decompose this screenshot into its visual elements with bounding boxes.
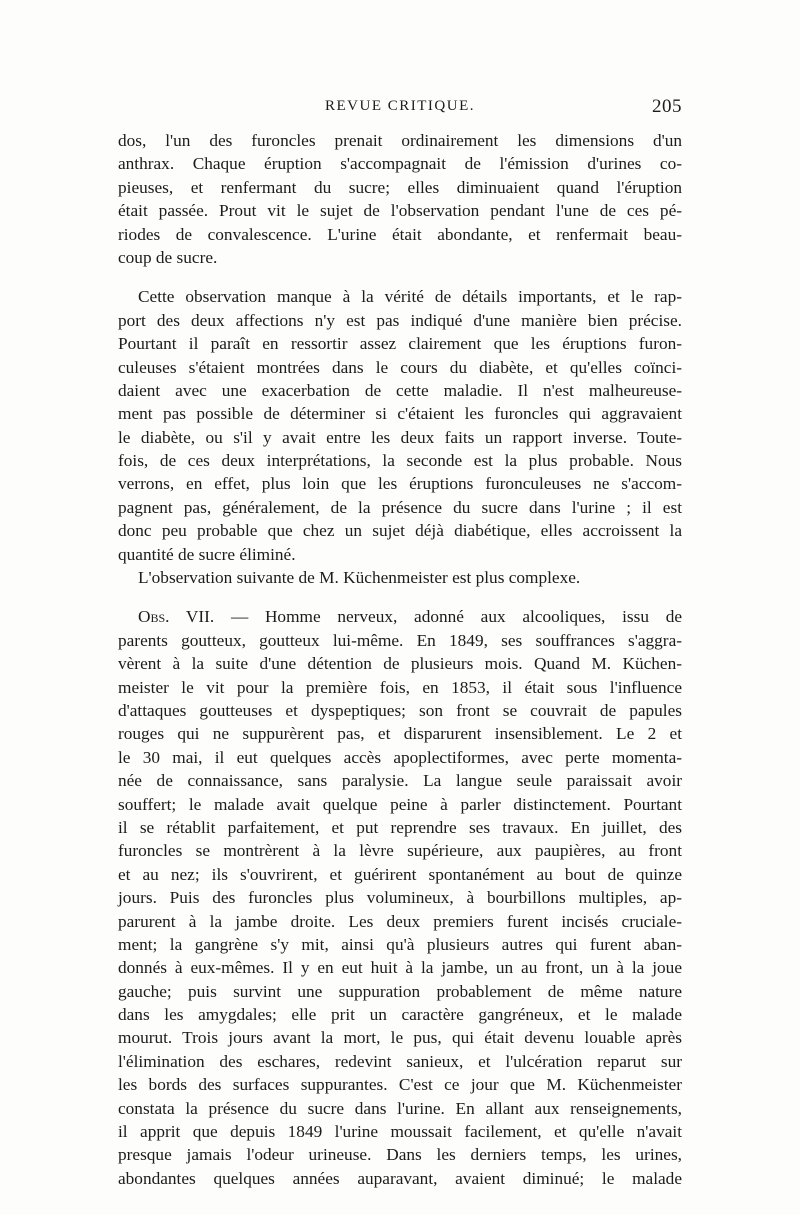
text-line: port des deux affections n'y est pas indiqué d'une manière bien précise.: [118, 310, 682, 330]
text-line: parents goutteux, goutteux lui-même. En 1849, ses souffrances s'aggra-: [118, 630, 682, 650]
text-line: Pourtant il paraît en ressortir assez clairement que les éruptions furon-: [118, 334, 682, 354]
text-line: donc peu probable que chez un sujet déjà diabétique, elles accroissent la: [118, 521, 682, 541]
paragraph-gap: [118, 269, 682, 285]
text-line: parurent à la jambe droite. Les deux premiers furent incisés cruciale-: [118, 911, 682, 931]
text-line: vèrent à la suite d'une détention de plusieurs mois. Quand M. Küchen-: [118, 654, 682, 674]
text-line: fois, de ces deux interprétations, la seconde est la plus probable. Nous: [118, 451, 682, 471]
text-line: il apprit que depuis 1849 l'urine moussait facilement, et qu'elle n'avait: [118, 1122, 682, 1142]
text-line: rouges qui ne suppurèrent pas, et disparurent insensiblement. Le 2 et: [118, 724, 682, 744]
page-number: 205: [652, 96, 682, 117]
text-line: verrons, en effet, plus loin que les éruptions furonculeuses ne s'accom-: [118, 474, 682, 494]
text-line: le diabète, ou s'il y avait entre les deux faits un rapport inverse. Toute-: [118, 427, 682, 447]
text-line: pieuses, et renfermant du sucre; elles diminuaient quand l'éruption: [118, 177, 682, 197]
text-line: pagnent pas, généralement, de la présence du sucre dans l'urine ; il est: [118, 497, 682, 517]
text-line: ment pas possible de déterminer si c'étaient les furoncles qui aggravaient: [118, 404, 682, 424]
text-line: l'élimination des eschares, redevint sanieux, et l'ulcération reparut sur: [118, 1051, 682, 1071]
text-line: les bords des surfaces suppurantes. C'est ce jour que M. Küchenmeister: [118, 1075, 682, 1095]
text-line: Cette observation manque à la vérité de détails importants, et le rap-: [138, 287, 682, 307]
page-header: [118, 96, 682, 120]
text-line: anthrax. Chaque éruption s'accompagnait de l'émission d'urines co-: [118, 154, 682, 174]
observation-dash: —: [230, 607, 249, 627]
text-line: meister le vit pour la première fois, en 1853, il était sous l'influence: [118, 677, 682, 697]
observation-first-line-text: Homme nerveux, adonné aux alcooliques, issu de: [264, 607, 683, 627]
text-line: riodes de convalescence. L'urine était abondante, et renfermait beau-: [118, 224, 682, 244]
text-line: constata la présence du sucre dans l'urine. En allant aux renseignements,: [118, 1098, 682, 1118]
paragraph-transition: [118, 566, 682, 589]
text-line: culeuses s'étaient montrées dans le cours du diabète, et qu'elles coïnci-: [118, 357, 682, 377]
text-line: le 30 mai, il eut quelques accès apoplectiformes, avec perte momenta-: [118, 747, 682, 767]
text-line: abondantes quelques années auparavant, avaient diminué; le malade: [118, 1168, 682, 1188]
text-line: coup de sucre.: [118, 247, 218, 267]
observation-vii: [118, 605, 682, 1190]
text-line: était passée. Prout vit le sujet de l'observation pendant l'une de ces pé-: [118, 201, 682, 221]
text-line: furoncles se montrèrent à la lèvre supérieure, aux paupières, au front: [118, 841, 682, 861]
text-line: souffert; le malade avait quelque peine à parler distinctement. Pourtant: [118, 794, 682, 814]
paragraph-commentary: [118, 285, 682, 566]
body-text: [118, 129, 682, 1190]
text-line: donnés à eux-mêmes. Il y en eut huit à la jambe, un au front, un à la joue: [118, 958, 682, 978]
text-line: d'attaques goutteuses et dyspeptiques; son front se couvrait de papules: [118, 700, 682, 720]
text-line: il se rétablit parfaitement, et put reprendre ses travaux. En juillet, des: [118, 817, 682, 837]
observation-label: Obs. VII.: [138, 607, 215, 627]
text-line: ment; la gangrène s'y mit, ainsi qu'à plusieurs autres qui furent aban-: [118, 934, 682, 954]
observation-first-line: [118, 605, 682, 628]
text-line: presque jamais l'odeur urineuse. Dans les derniers temps, les urines,: [118, 1145, 682, 1165]
text-line: quantité de sucre éliminé.: [118, 544, 296, 564]
running-title: REVUE CRITIQUE.: [325, 98, 475, 114]
text-line: mourut. Trois jours avant la mort, le pus, qui était devenu louable après: [118, 1028, 682, 1048]
paragraph-gap: [118, 589, 682, 605]
text-line: dos, l'un des furoncles prenait ordinairement les dimensions d'un: [118, 131, 682, 150]
text-line: et au nez; ils s'ouvrirent, et guérirent spontanément au bout de quinze: [118, 864, 682, 884]
paragraph-prout-continuation: [118, 129, 682, 269]
text-line: L'observation suivante de M. Küchenmeister est plus complexe.: [138, 568, 581, 588]
text-line: dans les amygdales; elle prit un caractère gangréneux, et le malade: [118, 1005, 682, 1025]
text-line: gauche; puis survint une suppuration probablement de même nature: [118, 981, 682, 1001]
text-line: daient avec une exacerbation de cette maladie. Il n'est malheureuse-: [118, 380, 682, 400]
text-line: jours. Puis des furoncles plus volumineux, à bourbillons multiples, ap-: [118, 888, 682, 908]
text-line: née de connaissance, sans paralysie. La langue seule paraissait avoir: [118, 771, 682, 791]
